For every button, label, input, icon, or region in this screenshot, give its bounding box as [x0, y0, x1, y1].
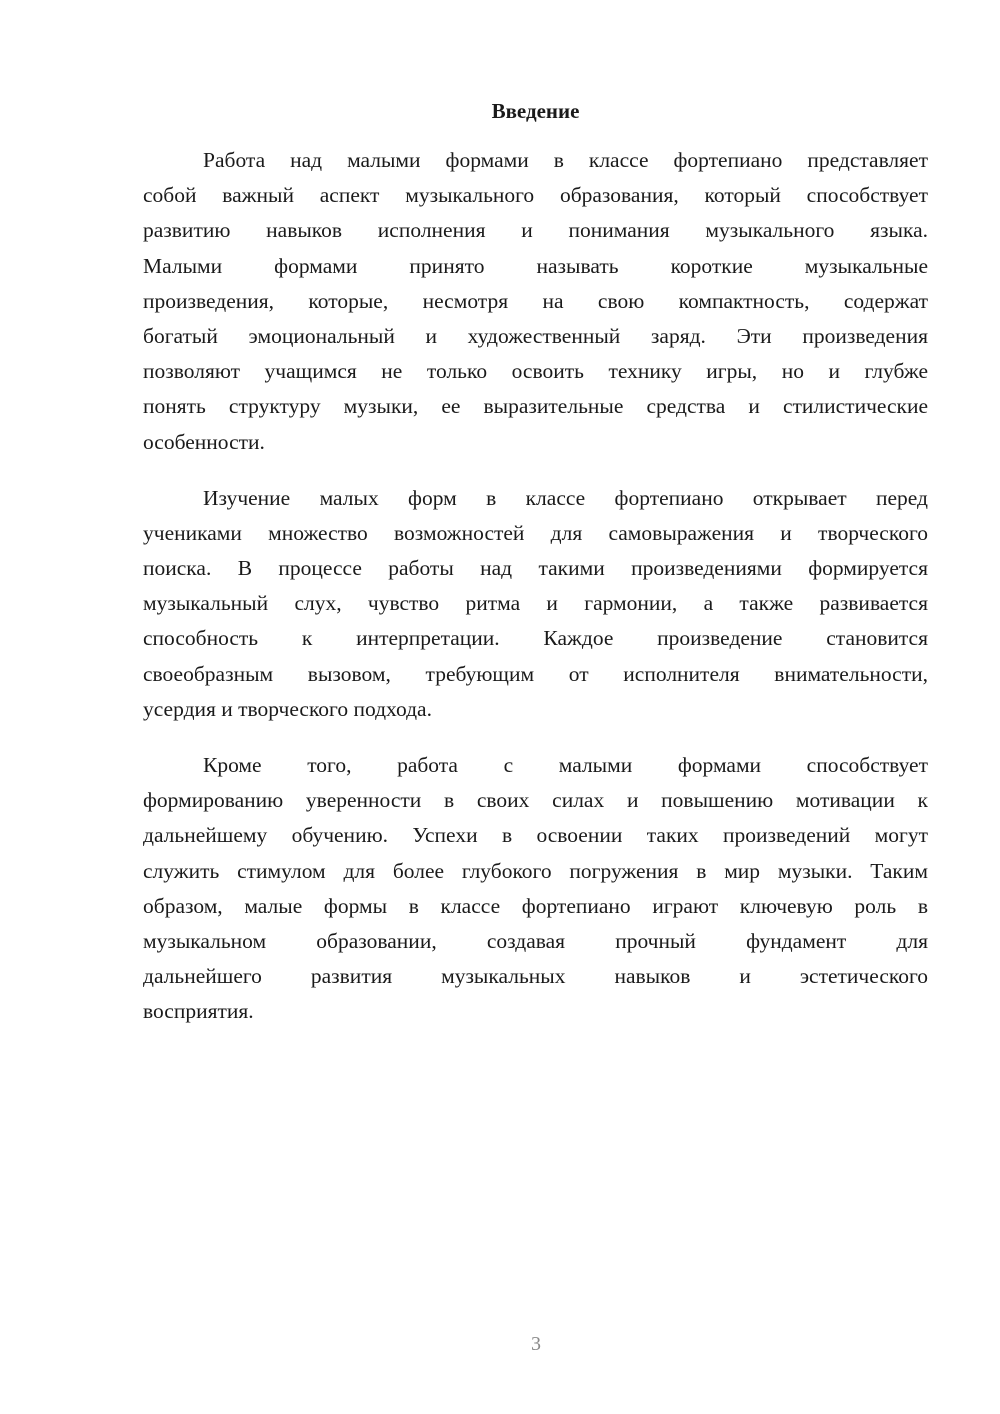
- page-number: 3: [531, 1333, 541, 1355]
- text-line: своеобразным вызовом, требующим от исполнителя внимательности,: [143, 661, 928, 686]
- text-line: развитию навыков исполнения и понимания музыкального языка.: [143, 218, 928, 243]
- paragraph: [143, 748, 928, 1030]
- text-line: собой важный аспект музыкального образования, который способствует: [143, 183, 928, 208]
- text-line: позволяют учащимся не только освоить технику игры, но и глубже: [143, 359, 928, 384]
- text-line: восприятия.: [143, 999, 254, 1024]
- text-line: образом, малые формы в классе фортепиано играют ключевую роль в: [143, 893, 928, 918]
- paragraph: [143, 143, 928, 460]
- text-line: учениками множество возможностей для самовыражения и творческого: [143, 520, 928, 545]
- text-line: Изучение малых форм в классе фортепиано открывает перед: [203, 485, 928, 510]
- paragraph: [143, 481, 928, 727]
- text-line: произведения, которые, несмотря на свою компактность, содержат: [143, 288, 928, 313]
- text-line: Кроме того, работа с малыми формами способствует: [203, 753, 928, 777]
- text-line: Малыми формами принято называть короткие музыкальные: [143, 253, 928, 278]
- section-title: Введение: [491, 99, 580, 123]
- text-line: музыкальном образовании, создавая прочный фундамент для: [143, 928, 928, 953]
- text-line: Работа над малыми формами в классе фортепиано представляет: [203, 148, 928, 172]
- text-line: богатый эмоциональный и художественный заряд. Эти произведения: [143, 323, 928, 348]
- text-line: способность к интерпретации. Каждое произведение становится: [143, 626, 928, 651]
- text-line: поиска. В процессе работы над такими произведениями формируется: [143, 556, 928, 581]
- text-line: понять структуру музыки, ее выразительные средства и стилистические: [143, 394, 928, 419]
- text-line: музыкальный слух, чувство ритма и гармонии, а также развивается: [143, 591, 928, 616]
- body-text: [143, 143, 928, 1051]
- text-line: формированию уверенности в своих силах и повышению мотивации к: [143, 788, 928, 813]
- text-line: дальнейшему обучению. Успехи в освоении таких произведений могут: [143, 823, 928, 848]
- text-line: особенности.: [143, 429, 265, 454]
- text-line: дальнейшего развития музыкальных навыков и эстетического: [143, 964, 928, 989]
- text-line: усердия и творческого подхода.: [143, 696, 432, 721]
- text-line: служить стимулом для более глубокого погружения в мир музыки. Таким: [143, 858, 928, 883]
